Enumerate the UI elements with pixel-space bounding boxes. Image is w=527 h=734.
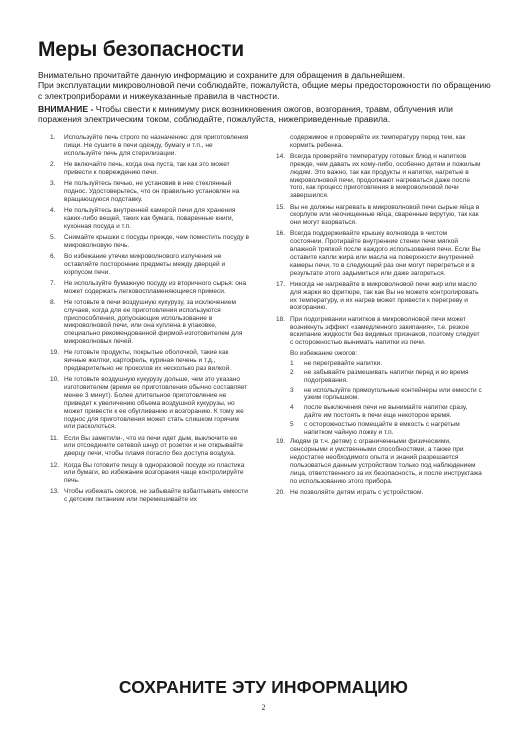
list-item <box>276 230 482 277</box>
item-number: 4. <box>50 206 56 214</box>
item-number: 8. <box>50 298 56 306</box>
page-title: Меры безопасности <box>38 38 244 61</box>
warning-label: ВНИМАНИЕ - <box>38 104 94 114</box>
list-item <box>50 435 250 459</box>
list-item <box>50 280 250 296</box>
item-number: 11. <box>50 434 59 442</box>
list-item <box>50 134 250 158</box>
right-items <box>276 153 482 347</box>
item-text: после выключения печи не вынимайте напитки сразу, дайте им постоять в печи еще некоторое время. <box>304 403 468 419</box>
list-item <box>50 462 250 486</box>
item-number: 10. <box>50 376 60 384</box>
item-text: Если Вы заметили-, что из печи идет дым, выключите ее или отсоедините сетевой шнур от розетки и не открывайте дверцу печи, чтобы пламя погасло без доступа воздуха. <box>64 434 244 458</box>
item-text: Не пользуйтесь внутренней камерой печи для хранения каких-либо вещей, таких как бумага, поваренные книги, кухонная посуда и т.п. <box>64 206 236 230</box>
item-number: 2. <box>50 160 56 168</box>
item-number: 4 <box>290 403 294 411</box>
item-number: 6. <box>50 252 56 260</box>
warning-text: Чтобы свести к минимуму риск возникновения ожогов, возгорания, травм, облучения или поражения электрическим током, соблюдайте, пожалуйста, нижеприведенные правила. <box>38 104 453 125</box>
item-number: 17. <box>276 280 286 288</box>
list-item <box>50 299 250 346</box>
avoid-burns-list <box>276 360 482 437</box>
right-column <box>276 134 482 500</box>
item-number: 3. <box>50 180 56 187</box>
intro-line-2: При эксплуатации микроволновой печи соблюдайте, пожалуйста, общие меры предосторожности по обращению с электроприборами и нижеуказанные правила в частности. <box>38 80 491 101</box>
item-number: 5. <box>50 233 56 241</box>
item-text: не используйте прямоугольные контейнеры или емкости с узким горлышком. <box>304 386 482 402</box>
item-number: 18. <box>276 315 286 323</box>
list-item <box>50 376 250 431</box>
item-text: Никогда не нагревайте в микроволновой печи жир или масло для жарки во фритюре, так как Вы не можете контролировать их температуру, и их нагрев может привести к перегреву и возгоранию. <box>290 280 479 312</box>
item-number: 15. <box>276 203 286 211</box>
list-item <box>276 360 482 368</box>
page-number: 2 <box>261 703 266 712</box>
item-text: Не готовьте продукты, покрытые оболочкой, такие как яичные желтки, картофель, куриная печень и т.д., предварительно не проколов их несколько раз вилкой. <box>64 349 232 373</box>
item-text: Вы не должны нагревать в микроволновой печи сырые яйца в скорлупе или неочищенные яйца, сваренные вкрутую, так как они могут взорваться. <box>290 203 480 227</box>
item-number: 1 <box>290 359 294 367</box>
continued-item-text: содержимое и проверяйте их температуру перед тем, как кормить ребенка. <box>290 134 466 149</box>
item-text: Во избежание утечки микроволнового излучения не оставляйте посторонние предметы между дверцей и корпусом печи. <box>64 252 226 276</box>
avoid-burns-heading: Во избежание ожогов: <box>290 350 358 358</box>
item-text: Используйте печь строго по назначению: для приготовления пищи. Не сушите в печи одежду, бумагу и т.п., не используйте печь для стерилизации. <box>64 134 249 157</box>
list-item <box>50 234 250 250</box>
item-text: При подогревании напитков в микроволновой печи может возникнуть эффект «замедленного закипания», т.е. резкое вскипание жидкости без видимых признаков, поэтому следует с осторожностью вынимать напитки из печи. <box>290 315 480 347</box>
item-number: 7. <box>50 279 56 287</box>
list-item <box>276 281 482 312</box>
item-number: 13. <box>50 488 60 496</box>
item-number: 1. <box>50 134 56 141</box>
item-number: 3 <box>290 386 294 394</box>
list-item <box>50 253 250 277</box>
item-number: 2 <box>290 369 294 377</box>
list-item <box>276 438 482 485</box>
list-item <box>276 404 482 420</box>
item-number: 19. <box>276 438 286 446</box>
right-items-tail <box>276 438 482 496</box>
list-item <box>276 387 482 403</box>
list-item <box>276 369 482 385</box>
intro-line-1: Внимательно прочитайте данную информацию и сохраните для обращения в дальнейшем. <box>38 70 405 80</box>
item-number: 16. <box>276 230 286 238</box>
list-item <box>50 180 250 204</box>
item-text: Всегда проверяйте температуру готовых блюд и напитков прежде, чем давать их кому-либо, особенно детям и пожилым людям. Это важно, так как продукты и напитки, нагретые в микроволновой печи, продолжают нагреваться даже после того, как процесс приготовления в микроволновой печи завершился. <box>290 153 481 200</box>
item-text: Не готовьте в печи воздушную кукурузу, за исключением случаев, когда для ее приготовления используются приспособления, допускающие использование в микроволновой печи, или она куплена в упаковке, специально рекомендованной фирмой-изготовителем для микроволновых печей. <box>64 298 243 346</box>
list-item <box>276 204 482 228</box>
item-text: Когда Вы готовите пищу в одноразовой посуде из пластика или бумаги, во избежание возгорания чаще контролируйте печь. <box>64 461 245 485</box>
list-item <box>50 207 250 231</box>
list-item <box>50 488 250 504</box>
item-text: Людям (в т.ч. детям) с ограниченными физическими, сенсорными и умственными способностями, а также при недостатке необходимого опыта и знаний разрешается пользоваться данным устройством только под наблюдением лица, ответственного за их безопасность, и после инструктажа по использованию этого прибора. <box>290 438 482 485</box>
list-item <box>276 316 482 347</box>
item-text: не забывайте размешивать напитки перед и во время подогревания. <box>304 369 469 385</box>
item-text: Всегда поддерживайте крышку волновода в чистом состоянии. Протирайте внутренние стенки печи мягкой влажной тряпкой после каждого использования печи. Если Вы оставите капли жира или масла на поверхности внутренней камеры печи, то в следующий раз они могут перегреться и в результате этого задымиться или даже загореться. <box>290 230 481 277</box>
item-text: Не готовьте воздушную кукурузу дольше, чем это указано изготовителем (время ее приготовления обычно составляет менее 3 минут). Более длительное приготовление не приведет к увеличению объема воздушной кукурузы, но может привести к ее обугливанию и возгоранию. К тому же поднос для приготовления может стать слишком горячим или расколоться. <box>64 376 248 431</box>
item-text: Не включайте печь, когда она пуста, так как это может привести к повреждению печи. <box>64 160 230 176</box>
list-item <box>50 161 250 177</box>
item-text: не перегревайте напитки. <box>304 359 383 367</box>
item-text: Снимайте крышки с посуды прежде, чем поместить посуду в микроволновую печь. <box>64 233 249 249</box>
item-text: Не пользуйтесь печью, не установив в нее стеклянный поднос. Удостоверьтесь, что он правильно установлен на вращающуюся подставку. <box>64 180 240 203</box>
item-text: Не позволяйте детям играть с устройством. <box>290 488 424 496</box>
item-number: 20. <box>276 488 286 496</box>
left-column <box>50 134 250 508</box>
save-info-footer: СОХРАНИТЕ ЭТУ ИНФОРМАЦИЮ <box>118 677 409 697</box>
item-text: с осторожностью помещайте в емкость с нагретым напитком чайную ложку и т.п. <box>304 421 460 436</box>
item-number: 14. <box>276 153 286 161</box>
list-item <box>276 153 482 200</box>
list-item <box>50 349 250 373</box>
item-text: Не используйте бумажную посуду из вторичного сырья: она может содержать легковоспламеняющиеся примеси. <box>64 279 247 295</box>
list-item <box>276 489 482 497</box>
item-number: 19. <box>50 349 60 357</box>
item-text: Чтобы избежать ожогов, не забывайте взбалтывать емкости с детским питанием или перемешивайте их <box>64 488 248 504</box>
item-number: 5 <box>290 421 294 429</box>
intro-text <box>38 70 493 101</box>
item-number: 12. <box>50 461 60 469</box>
warning-paragraph <box>38 104 493 125</box>
list-item <box>276 421 482 437</box>
